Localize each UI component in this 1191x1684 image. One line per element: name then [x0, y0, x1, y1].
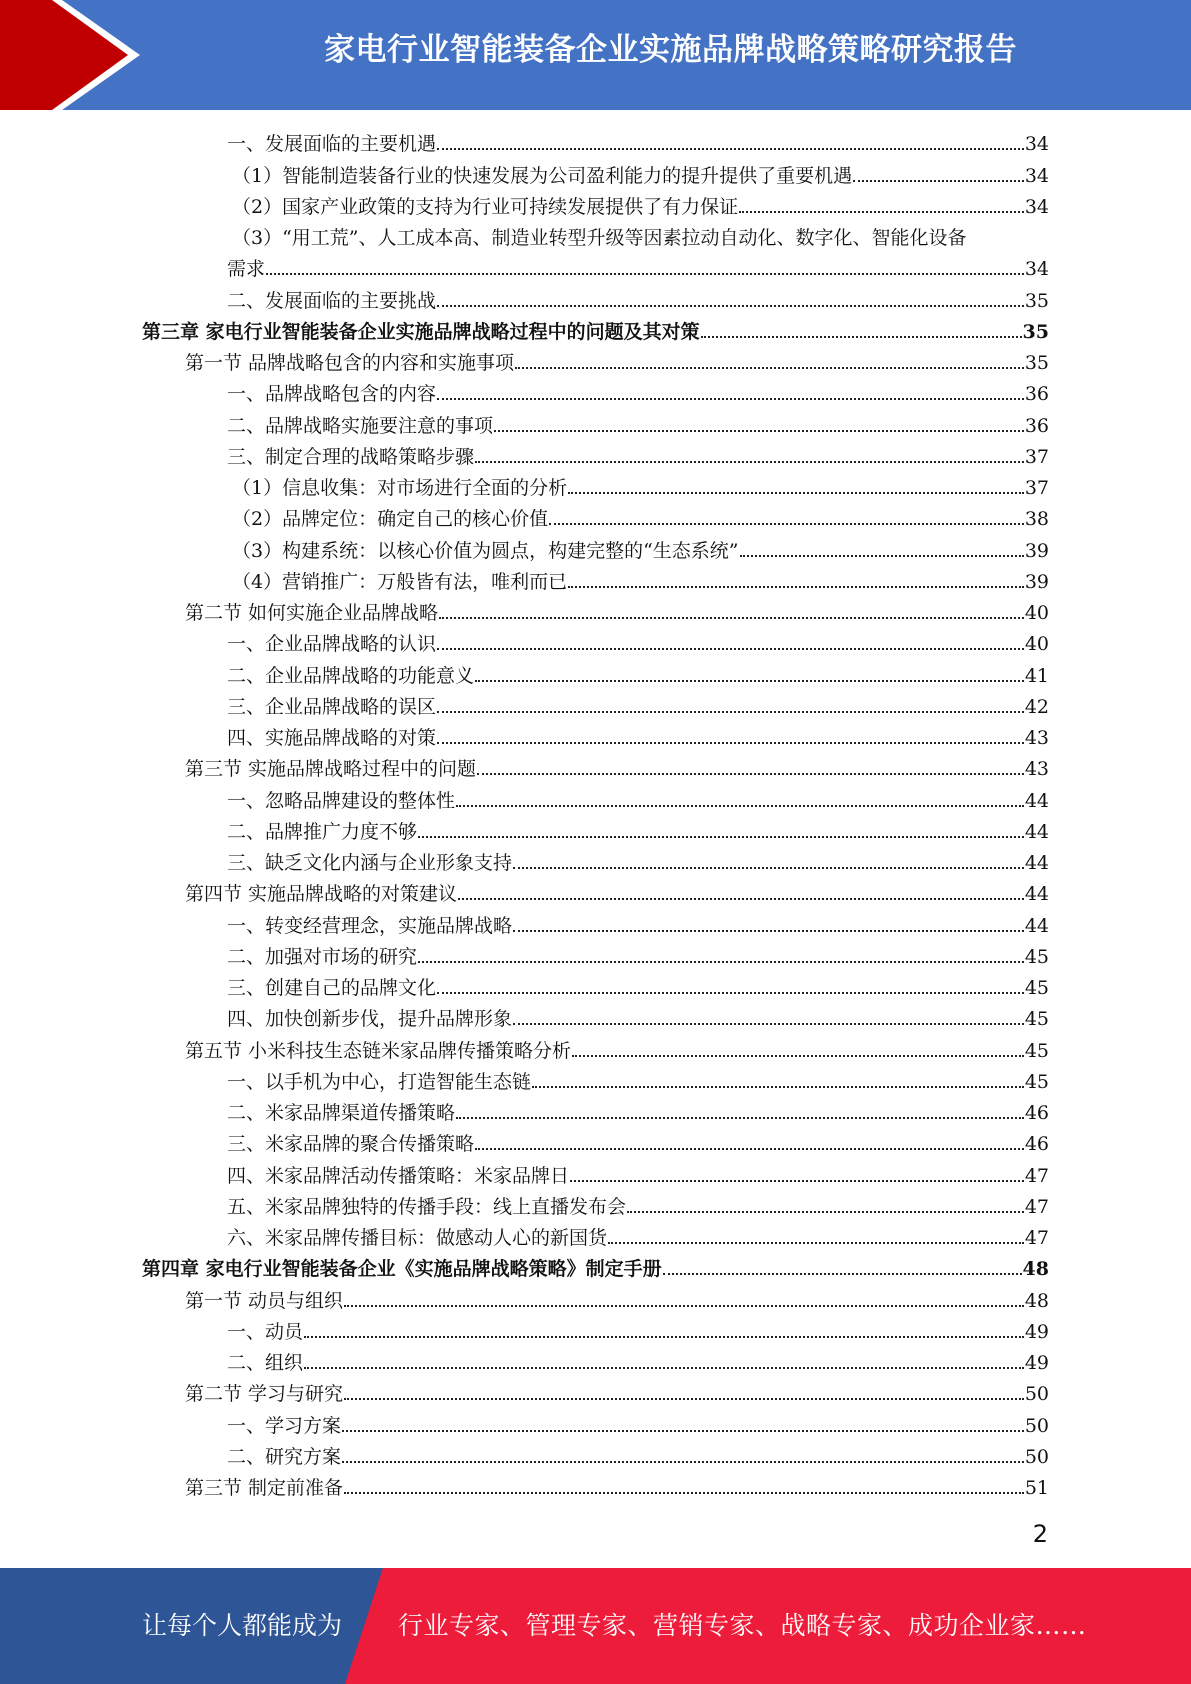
- toc-entry-title: 一、以手机为中心，打造智能生态链: [227, 1070, 532, 1093]
- toc-entry-page: 47: [1024, 1195, 1049, 1218]
- toc-leader-dots: [344, 1305, 1024, 1307]
- toc-entry[interactable]: [142, 409, 1049, 440]
- report-title: 家电行业智能装备企业实施品牌战略策略研究报告: [324, 32, 1017, 68]
- toc-entry-page: 49: [1024, 1320, 1049, 1343]
- toc-entry[interactable]: [142, 1347, 1049, 1378]
- toc-leader-dots: [304, 1336, 1024, 1338]
- toc-leader-dots: [494, 430, 1024, 432]
- toc-entry-page: 45: [1024, 1008, 1049, 1031]
- toc-entry-title: 一、动员: [227, 1320, 304, 1343]
- toc-entry[interactable]: [142, 503, 1049, 534]
- toc-entry-title: （2）品牌定位：确定自己的核心价值: [232, 508, 549, 531]
- toc-entry[interactable]: [142, 816, 1049, 847]
- toc-leader-dots: [437, 992, 1024, 994]
- toc-entry-page: 34: [1024, 195, 1049, 218]
- toc-entry[interactable]: [142, 659, 1049, 690]
- toc-leader-dots: [568, 586, 1024, 588]
- toc-entry-page: 41: [1024, 664, 1049, 687]
- toc-entry-page: 44: [1024, 852, 1049, 874]
- toc-entry-title: 一、转变经营理念，实施品牌战略: [227, 914, 513, 937]
- toc-entry[interactable]: [142, 847, 1049, 878]
- toc-entry-title: 二、米家品牌渠道传播策略: [227, 1102, 456, 1124]
- toc-entry-title: 需求: [227, 258, 266, 281]
- toc-entry-page: 50: [1024, 1445, 1049, 1468]
- toc-leader-dots: [513, 1023, 1024, 1025]
- toc-entry[interactable]: [142, 1253, 1049, 1284]
- toc-entry-page: 44: [1024, 883, 1049, 906]
- toc-entry[interactable]: [142, 347, 1049, 378]
- toc-entry[interactable]: [142, 1316, 1049, 1347]
- toc-entry-title: 一、忽略品牌建设的整体性: [227, 789, 456, 812]
- toc-entry-page: 46: [1024, 1133, 1049, 1156]
- toc-entry-page: 48: [1024, 1289, 1049, 1312]
- toc-entry-page: 36: [1024, 414, 1049, 437]
- toc-entry[interactable]: [142, 191, 1049, 222]
- toc-entry[interactable]: [142, 878, 1049, 909]
- toc-leader-dots: [475, 461, 1024, 463]
- toc-entry-title: 第三节 实施品牌战略过程中的问题: [185, 758, 477, 781]
- toc-entry-page: 45: [1024, 945, 1049, 968]
- toc-entry[interactable]: [142, 316, 1049, 347]
- toc-leader-dots: [572, 1055, 1024, 1057]
- toc-entry-page: 39: [1024, 539, 1049, 562]
- toc-leader-dots: [532, 1086, 1024, 1088]
- toc-leader-dots: [439, 617, 1024, 619]
- toc-entry[interactable]: [142, 1284, 1049, 1315]
- toc-entry-page: 34: [1024, 258, 1049, 281]
- toc-leader-dots: [701, 336, 1022, 338]
- toc-entry[interactable]: [142, 1409, 1049, 1440]
- toc-leader-dots: [437, 742, 1024, 744]
- toc-entry[interactable]: [142, 441, 1049, 472]
- toc-entry[interactable]: [142, 378, 1049, 409]
- toc-leader-dots: [437, 148, 1024, 150]
- toc-entry-page: 44: [1024, 789, 1049, 812]
- toc-leader-dots: [342, 1461, 1024, 1463]
- toc-entry[interactable]: [142, 753, 1049, 784]
- toc-entry-title: 三、缺乏文化内涵与企业形象支持: [227, 852, 513, 874]
- toc-leader-dots: [627, 1211, 1024, 1213]
- toc-entry-page: 44: [1024, 914, 1049, 937]
- toc-leader-dots: [477, 773, 1024, 775]
- toc-entry-title: 六、米家品牌传播目标：做感动人心的新国货: [227, 1227, 608, 1249]
- toc-entry[interactable]: [142, 1003, 1049, 1034]
- toc-entry-page: 35: [1022, 320, 1049, 343]
- toc-entry[interactable]: [142, 1066, 1049, 1097]
- toc-entry[interactable]: [142, 628, 1049, 659]
- toc-entry-title: 第二节 如何实施企业品牌战略: [185, 602, 439, 624]
- toc-leader-dots: [437, 305, 1024, 307]
- toc-entry-title: 二、品牌推广力度不够: [227, 820, 418, 843]
- toc-entry-page: 39: [1024, 570, 1049, 593]
- toc-entry[interactable]: [142, 159, 1049, 190]
- toc-entry-page: 43: [1024, 727, 1049, 749]
- toc-entry[interactable]: [142, 941, 1049, 972]
- toc-entry-page: 42: [1024, 695, 1049, 718]
- toc-entry-title: 三、创建自己的品牌文化: [227, 977, 437, 999]
- toc-entry[interactable]: [142, 284, 1049, 315]
- toc-entry-title: 二、组织: [227, 1352, 304, 1374]
- toc-entry[interactable]: [142, 909, 1049, 940]
- toc-entry-title: 二、发展面临的主要挑战: [227, 289, 437, 312]
- toc-entry[interactable]: [142, 972, 1049, 1003]
- toc-leader-dots: [549, 523, 1024, 525]
- toc-leader-dots: [418, 836, 1024, 838]
- toc-entry-title: 四、米家品牌活动传播策略：米家品牌日: [227, 1164, 570, 1187]
- toc-entry-title: 五、米家品牌独特的传播手段：线上直播发布会: [227, 1195, 627, 1218]
- table-of-contents: [142, 128, 1049, 1503]
- toc-entry-title: 二、研究方案: [227, 1445, 342, 1468]
- toc-entry-title: 第一节 品牌战略包含的内容和实施事项: [185, 352, 515, 374]
- toc-leader-dots: [266, 273, 1024, 275]
- toc-entry-title: 第四节 实施品牌战略的对策建议: [185, 883, 458, 906]
- toc-entry-page: 47: [1024, 1227, 1049, 1249]
- toc-leader-dots: [437, 711, 1024, 713]
- toc-entry-page: 40: [1024, 633, 1049, 656]
- toc-leader-dots: [456, 1117, 1024, 1119]
- toc-entry-title: 三、制定合理的战略策略步骤: [227, 445, 475, 468]
- toc-entry[interactable]: [142, 253, 1049, 284]
- toc-entry-title: （3）构建系统：以核心价值为圆点，构建完整的“生态系统”: [232, 539, 739, 562]
- toc-entry-page: 36: [1024, 383, 1049, 406]
- toc-entry-title: （4）营销推广：万般皆有法，唯利而已: [232, 570, 568, 593]
- toc-entry-page: 50: [1024, 1383, 1049, 1406]
- toc-leader-dots: [475, 1148, 1024, 1150]
- toc-entry[interactable]: [142, 1472, 1049, 1503]
- toc-entry[interactable]: [142, 1441, 1049, 1472]
- toc-leader-dots: [437, 398, 1024, 400]
- toc-entry-title: 第三章 家电行业智能装备企业实施品牌战略过程中的问题及其对策: [142, 320, 700, 343]
- toc-entry[interactable]: [142, 1159, 1049, 1190]
- toc-entry[interactable]: [142, 1034, 1049, 1065]
- footer-slogan-left: 让每个人都能成为: [142, 1611, 343, 1640]
- toc-entry-title: 三、米家品牌的聚合传播策略: [227, 1133, 475, 1156]
- toc-entry[interactable]: [142, 1128, 1049, 1159]
- toc-entry-title: （1）信息收集：对市场进行全面的分析: [232, 477, 568, 499]
- toc-leader-dots: [418, 961, 1024, 963]
- toc-entry-page: 47: [1024, 1164, 1049, 1187]
- toc-entry-page: 35: [1024, 289, 1049, 312]
- toc-entry-title: 二、企业品牌战略的功能意义: [227, 664, 475, 687]
- toc-leader-dots: [513, 867, 1024, 869]
- toc-entry-title: 第四章 家电行业智能装备企业《实施品牌战略策略》制定手册: [142, 1258, 662, 1281]
- toc-leader-dots: [304, 1367, 1024, 1369]
- toc-leader-dots: [344, 1398, 1024, 1400]
- toc-entry-title: 三、企业品牌战略的误区: [227, 695, 437, 718]
- toc-entry-page: 45: [1024, 1070, 1049, 1093]
- toc-entry-title: 二、品牌战略实施要注意的事项: [227, 414, 494, 437]
- toc-entry[interactable]: [142, 1378, 1049, 1409]
- toc-leader-dots: [513, 930, 1024, 932]
- toc-entry-title: 四、实施品牌战略的对策: [227, 727, 437, 749]
- toc-leader-dots: [853, 180, 1024, 182]
- toc-entry-title: 第一节 动员与组织: [185, 1289, 344, 1312]
- toc-entry-title: （2）国家产业政策的支持为行业可持续发展提供了有力保证: [232, 195, 739, 218]
- toc-entry-title: 第二节 学习与研究: [185, 1383, 344, 1406]
- toc-entry[interactable]: [142, 1222, 1049, 1253]
- toc-entry-title: 一、发展面临的主要机遇: [227, 133, 437, 156]
- toc-entry-page: 50: [1024, 1414, 1049, 1437]
- page-footer: [0, 1568, 1191, 1684]
- toc-entry-page: 45: [1024, 977, 1049, 999]
- toc-entry-page: 48: [1022, 1258, 1049, 1281]
- toc-entry-page: 49: [1024, 1352, 1049, 1374]
- toc-entry-page: 34: [1024, 133, 1049, 156]
- toc-leader-dots: [515, 367, 1024, 369]
- toc-entry[interactable]: [142, 566, 1049, 597]
- toc-entry-page: 34: [1024, 164, 1049, 187]
- toc-entry-page: 43: [1024, 758, 1049, 781]
- toc-leader-dots: [739, 211, 1024, 213]
- toc-leader-dots: [663, 1273, 1022, 1275]
- toc-leader-dots: [570, 1180, 1024, 1182]
- toc-entry-page: 38: [1024, 508, 1049, 531]
- toc-leader-dots: [344, 1492, 1024, 1494]
- toc-entry[interactable]: [142, 597, 1049, 628]
- toc-entry[interactable]: [142, 691, 1049, 722]
- toc-leader-dots: [608, 1242, 1024, 1244]
- toc-entry-page: 44: [1024, 820, 1049, 843]
- toc-entry-title: 一、学习方案: [227, 1414, 342, 1437]
- toc-entry-page: 46: [1024, 1102, 1049, 1124]
- toc-leader-dots: [458, 898, 1024, 900]
- toc-entry-page: 51: [1024, 1477, 1049, 1499]
- footer-slogan-right: 行业专家、管理专家、营销专家、战略专家、成功企业家……: [398, 1611, 1087, 1640]
- toc-entry-title: （1）智能制造装备行业的快速发展为公司盈利能力的提升提供了重要机遇: [232, 164, 853, 187]
- toc-leader-dots: [568, 492, 1024, 494]
- toc-leader-dots: [342, 1430, 1024, 1432]
- toc-entry-page: 37: [1024, 445, 1049, 468]
- toc-entry-page: 40: [1024, 602, 1049, 624]
- toc-entry[interactable]: [142, 534, 1049, 565]
- toc-entry[interactable]: [142, 472, 1049, 503]
- toc-entry-title: 第三节 制定前准备: [185, 1477, 344, 1499]
- toc-entry[interactable]: [142, 222, 1049, 253]
- toc-entry-title: 四、加快创新步伐，提升品牌形象: [227, 1008, 513, 1031]
- toc-entry-page: 45: [1024, 1039, 1049, 1062]
- toc-entry[interactable]: [142, 1097, 1049, 1128]
- toc-leader-dots: [475, 680, 1024, 682]
- toc-entry[interactable]: [142, 722, 1049, 753]
- page-header: [0, 0, 1191, 110]
- toc-entry-title: （3）“用工荒”、人工成本高、制造业转型升级等因素拉动自动化、数字化、智能化设备: [232, 227, 967, 249]
- toc-leader-dots: [740, 555, 1024, 557]
- toc-entry-page: 35: [1024, 352, 1049, 374]
- toc-entry[interactable]: [142, 784, 1049, 815]
- toc-entry-title: 一、企业品牌战略的认识: [227, 633, 437, 656]
- toc-entry[interactable]: [142, 1191, 1049, 1222]
- toc-entry-title: 一、品牌战略包含的内容: [227, 383, 437, 406]
- toc-entry[interactable]: [142, 128, 1049, 159]
- toc-entry-title: 二、加强对市场的研究: [227, 945, 418, 968]
- toc-leader-dots: [456, 805, 1024, 807]
- toc-entry-title: 第五节 小米科技生态链米家品牌传播策略分析: [185, 1039, 572, 1062]
- toc-leader-dots: [437, 648, 1024, 650]
- toc-entry-page: 37: [1024, 477, 1049, 499]
- page-number: 2: [1032, 1520, 1048, 1548]
- header-arrow-decoration: [0, 0, 160, 110]
